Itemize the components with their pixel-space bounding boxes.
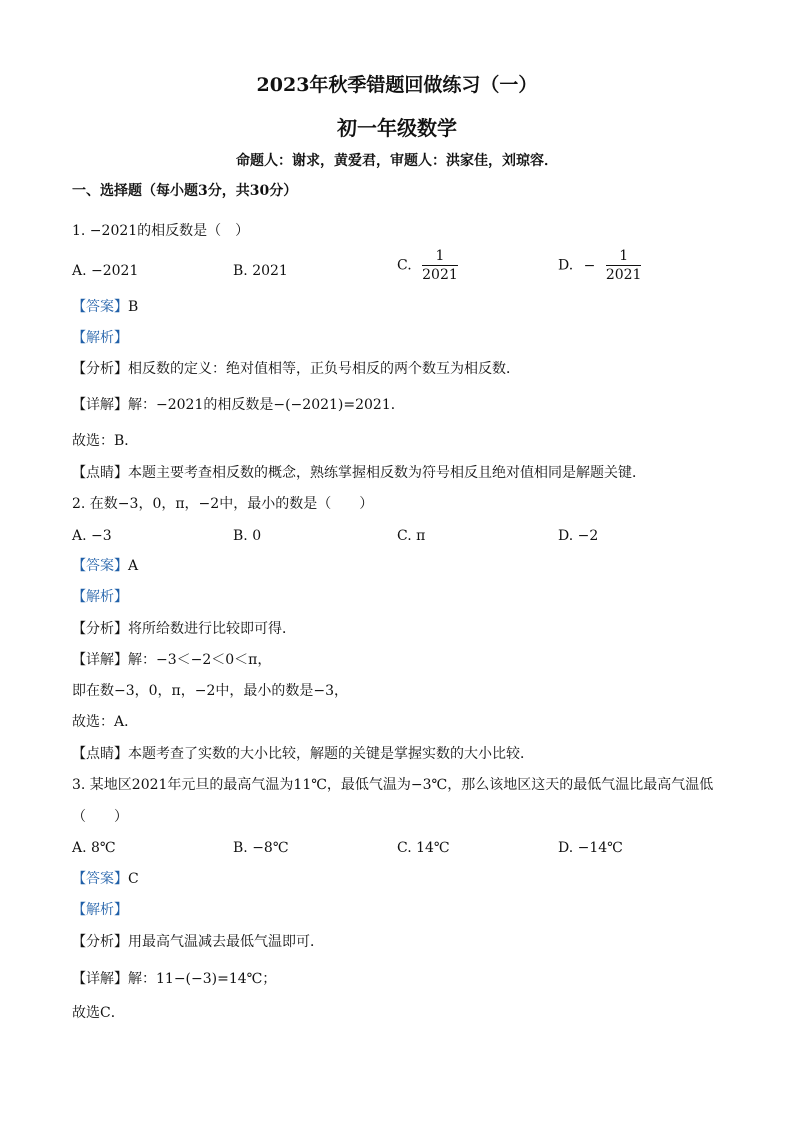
q2-xiangjie-line2: 即在数−3，0，π，−2中，最小的数是−3，: [72, 683, 349, 699]
q1-option-b: B. 2021: [233, 263, 288, 279]
q3-stem-continued: （ ）: [72, 809, 128, 825]
q1-option-a: A. −2021: [72, 263, 139, 279]
xiangjie-tag: 【详解】: [72, 652, 128, 668]
q1-option-d: [558, 248, 641, 283]
q1-fenxi: [72, 360, 520, 378]
fenxi-tag: 【分析】: [72, 361, 128, 377]
q3-xiangjie: [72, 970, 276, 988]
section-heading: 一、选择题（每小题3分，共30分）: [72, 183, 298, 199]
xiangjie-tag: 【详解】: [72, 971, 128, 987]
q1-choose: 故选：B．: [72, 433, 139, 449]
q3-analysis-heading: [72, 901, 128, 919]
q3-fenxi: [72, 933, 324, 951]
q1-option-c-fraction: [422, 248, 458, 283]
fenxi-text: 相反数的定义：绝对值相等，正负号相反的两个数互为相反数．: [128, 361, 520, 377]
q2-analysis-heading: [72, 588, 128, 606]
q1-option-d-sign: −: [583, 257, 596, 274]
xiangjie-text: 解：−3＜−2＜0＜π，: [128, 652, 272, 668]
xiangjie-text: 解：11−(−3)=14℃；: [128, 971, 277, 987]
q1-xiangjie: [72, 396, 405, 414]
q1-stem: 1. −2021的相反数是（ ）: [72, 223, 250, 239]
analysis-tag: 【解析】: [72, 589, 128, 605]
q3-option-b: B. −8℃: [233, 840, 289, 856]
q3-answer: [72, 870, 139, 888]
answer-value: C: [128, 871, 139, 887]
q1-option-c-numerator: 1: [422, 248, 458, 266]
q1-option-d-numerator: 1: [606, 248, 642, 266]
q3-option-a: A. 8℃: [72, 840, 116, 856]
answer-value: A: [128, 558, 139, 574]
q2-answer: [72, 557, 138, 575]
answer-tag: 【答案】: [72, 299, 128, 315]
q3-stem: 3. 某地区2021年元旦的最高气温为11℃，最低气温为−3℃，那么该地区这天的最低气温比最高气温低: [72, 777, 714, 793]
answer-value: B: [128, 299, 139, 315]
q1-option-d-fraction: [606, 248, 642, 283]
q1-option-d-label: D.: [558, 257, 574, 274]
q2-option-c: C. π: [397, 528, 426, 544]
q1-option-c-label: C.: [397, 257, 412, 274]
document-subtitle: 初一年级数学: [337, 116, 457, 140]
q2-choose: 故选：A．: [72, 714, 139, 730]
q2-dianjing: [72, 745, 534, 763]
fenxi-tag: 【分析】: [72, 621, 128, 637]
dianjing-text: 本题主要考查相反数的概念，熟练掌握相反数为符号相反且绝对值相同是解题关键．: [128, 465, 646, 481]
answer-tag: 【答案】: [72, 558, 128, 574]
q1-option-c-denominator: 2021: [422, 267, 458, 283]
q1-option-c: [397, 248, 458, 283]
document-title: 2023年秋季错题回做练习（一）: [256, 74, 538, 96]
q3-choose: 故选C．: [72, 1005, 125, 1021]
xiangjie-tag: 【详解】: [72, 397, 128, 413]
q2-option-d: D. −2: [558, 528, 599, 544]
fenxi-text: 将所给数进行比较即可得．: [128, 621, 296, 637]
dianjing-tag: 【点睛】: [72, 746, 128, 762]
xiangjie-text: 解：−2021的相反数是−(−2021)=2021．: [128, 397, 405, 413]
analysis-tag: 【解析】: [72, 330, 128, 346]
authors-line: 命题人：谢求，黄爱君，审题人：洪家佳，刘琼容．: [236, 153, 558, 169]
q2-option-b: B. 0: [233, 528, 262, 544]
q1-answer: [72, 298, 138, 316]
answer-tag: 【答案】: [72, 871, 128, 887]
q2-fenxi: [72, 620, 296, 638]
fenxi-tag: 【分析】: [72, 934, 128, 950]
q2-stem: 2. 在数−3，0，π，−2中，最小的数是（ ）: [72, 496, 374, 512]
q1-dianjing: [72, 464, 646, 482]
dianjing-text: 本题考查了实数的大小比较，解题的关键是掌握实数的大小比较．: [128, 746, 534, 762]
analysis-tag: 【解析】: [72, 902, 128, 918]
q3-option-d: D. −14℃: [558, 840, 623, 856]
q1-analysis-heading: [72, 329, 128, 347]
q2-xiangjie: [72, 651, 271, 669]
fenxi-text: 用最高气温减去最低气温即可．: [128, 934, 324, 950]
q2-option-a: A. −3: [72, 528, 112, 544]
dianjing-tag: 【点睛】: [72, 465, 128, 481]
q1-option-d-denominator: 2021: [605, 267, 642, 283]
q3-option-c: C. 14℃: [397, 840, 450, 856]
